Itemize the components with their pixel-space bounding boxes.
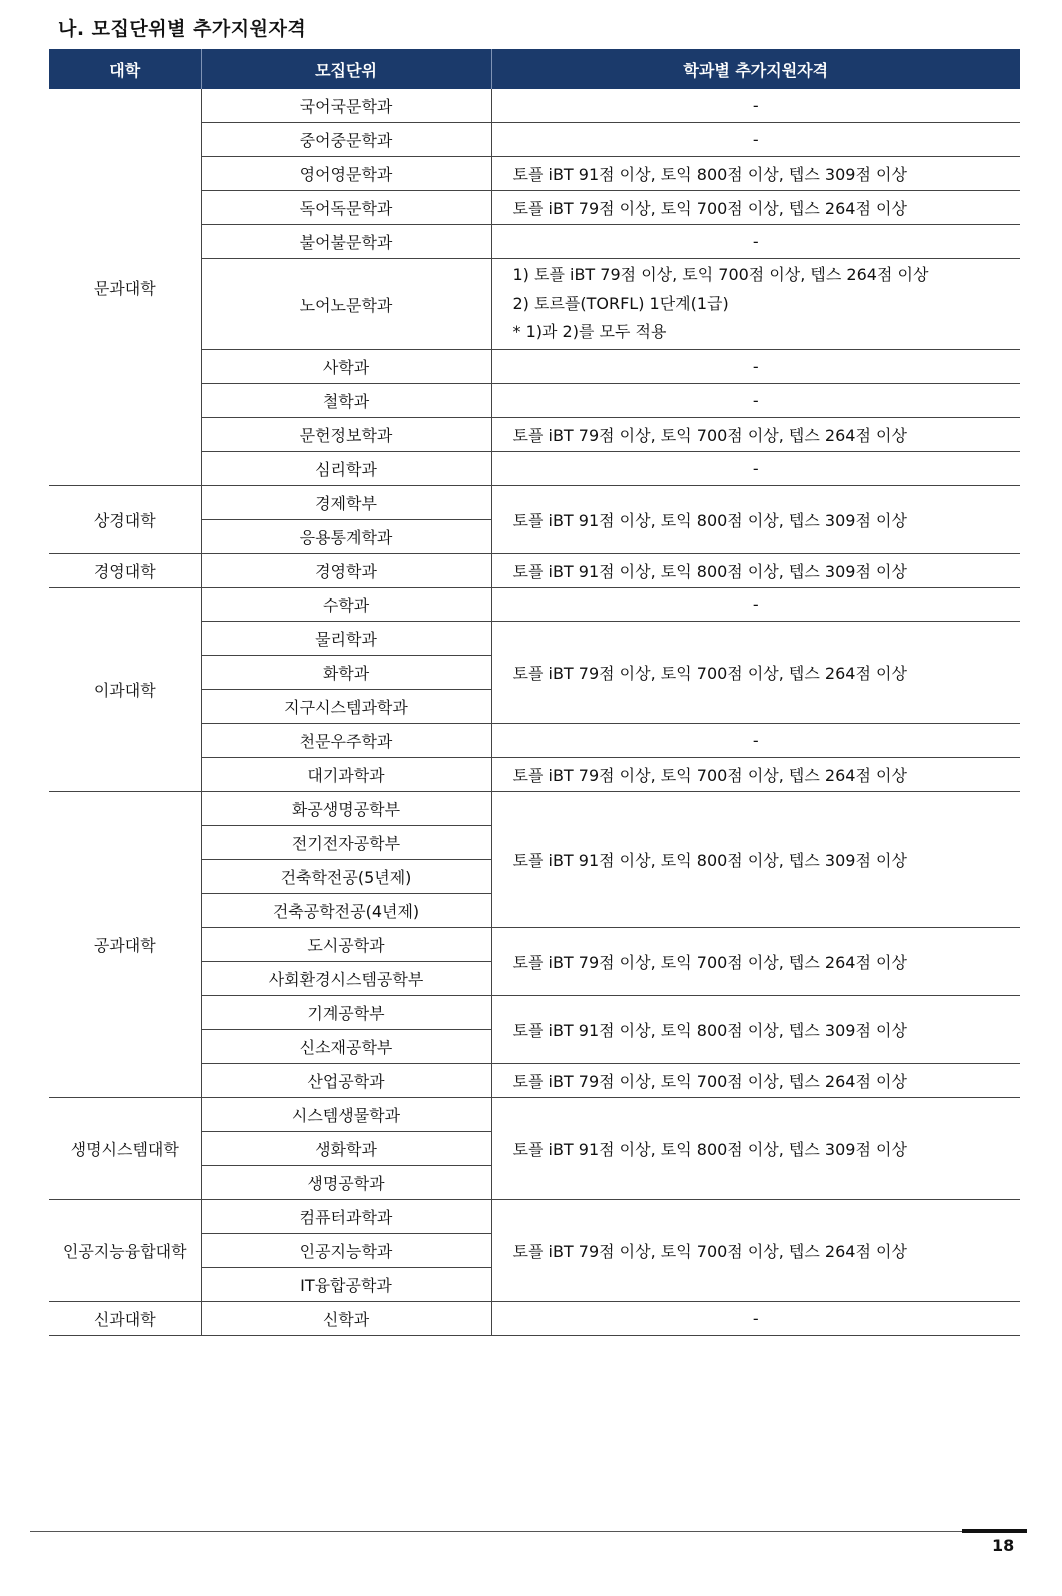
unit-cell: 독어독문학과 (201, 191, 491, 225)
qualification-cell (491, 259, 1020, 350)
unit-cell: 영어영문학과 (201, 157, 491, 191)
unit-cell: 건축공학전공(4년제) (201, 894, 491, 928)
qualification-line: 1) 토플 iBT 79점 이상, 토익 700점 이상, 텝스 264점 이상 (512, 265, 929, 285)
qualification-cell: 토플 iBT 79점 이상, 토익 700점 이상, 텝스 264점 이상 (491, 758, 1020, 792)
unit-cell: 화학과 (201, 656, 491, 690)
unit-cell: 수학과 (201, 588, 491, 622)
unit-cell: 응용통계학과 (201, 520, 491, 554)
qualification-cell: - (491, 588, 1020, 622)
header-qualification: 학과별 추가지원자격 (491, 49, 1020, 89)
unit-cell: 경영학과 (201, 554, 491, 588)
table-header-row (49, 49, 1020, 89)
unit-cell: 시스템생물학과 (201, 1098, 491, 1132)
unit-cell: 문헌정보학과 (201, 418, 491, 452)
table-body (49, 89, 1020, 1336)
qualification-line: * 1)과 2)를 모두 적용 (512, 322, 667, 342)
qualification-cell: 토플 iBT 79점 이상, 토익 700점 이상, 텝스 264점 이상 (491, 418, 1020, 452)
footer-accent-bar (962, 1529, 1027, 1533)
unit-cell: 불어불문학과 (201, 225, 491, 259)
unit-cell: 지구시스템과학과 (201, 690, 491, 724)
unit-cell: 신학과 (201, 1302, 491, 1336)
unit-cell: 신소재공학부 (201, 1030, 491, 1064)
qualification-cell: 토플 iBT 91점 이상, 토익 800점 이상, 텝스 309점 이상 (491, 1098, 1020, 1200)
table-row (49, 554, 1020, 588)
qualification-cell: - (491, 452, 1020, 486)
unit-cell: 생화학과 (201, 1132, 491, 1166)
qualification-cell: - (491, 1302, 1020, 1336)
table-row (49, 1200, 1020, 1234)
unit-cell: 산업공학과 (201, 1064, 491, 1098)
unit-cell: 컴퓨터과학과 (201, 1200, 491, 1234)
qualification-cell: 토플 iBT 91점 이상, 토익 800점 이상, 텝스 309점 이상 (491, 157, 1020, 191)
unit-cell: 노어노문학과 (201, 259, 491, 350)
footer-divider (30, 1531, 1027, 1532)
qualification-cell: 토플 iBT 79점 이상, 토익 700점 이상, 텝스 264점 이상 (491, 622, 1020, 724)
section-title: 나. 모집단위별 추가지원자격 (58, 18, 307, 40)
qualification-cell: 토플 iBT 79점 이상, 토익 700점 이상, 텝스 264점 이상 (491, 191, 1020, 225)
table-row (49, 588, 1020, 622)
unit-cell: 대기과학과 (201, 758, 491, 792)
page-number: 18 (992, 1536, 1015, 1555)
table-row (49, 792, 1020, 826)
unit-cell: 천문우주학과 (201, 724, 491, 758)
unit-cell: 전기전자공학부 (201, 826, 491, 860)
table-row (49, 1098, 1020, 1132)
unit-cell: 기계공학부 (201, 996, 491, 1030)
qualification-cell: 토플 iBT 91점 이상, 토익 800점 이상, 텝스 309점 이상 (491, 996, 1020, 1064)
qualification-cell: - (491, 724, 1020, 758)
qualification-line: 2) 토르플(TORFL) 1단계(1급) (512, 293, 729, 313)
qualification-cell: 토플 iBT 91점 이상, 토익 800점 이상, 텝스 309점 이상 (491, 486, 1020, 554)
qualification-cell: - (491, 225, 1020, 259)
unit-cell: 국어국문학과 (201, 89, 491, 123)
table-row (49, 486, 1020, 520)
header-unit: 모집단위 (201, 49, 491, 89)
unit-cell: 경제학부 (201, 486, 491, 520)
table-row (49, 89, 1020, 123)
table-row (49, 1302, 1020, 1336)
college-cell: 생명시스템대학 (49, 1098, 201, 1200)
unit-cell: 도시공학과 (201, 928, 491, 962)
unit-cell: 중어중문학과 (201, 123, 491, 157)
unit-cell: 사학과 (201, 350, 491, 384)
college-cell: 경영대학 (49, 554, 201, 588)
college-cell: 인공지능융합대학 (49, 1200, 201, 1302)
qualification-cell: 토플 iBT 79점 이상, 토익 700점 이상, 텝스 264점 이상 (491, 1064, 1020, 1098)
unit-cell: 화공생명공학부 (201, 792, 491, 826)
qualification-cell: - (491, 384, 1020, 418)
college-cell: 문과대학 (49, 89, 201, 486)
college-cell: 이과대학 (49, 588, 201, 792)
unit-cell: 심리학과 (201, 452, 491, 486)
unit-cell: 사회환경시스템공학부 (201, 962, 491, 996)
unit-cell: 생명공학과 (201, 1166, 491, 1200)
qualification-cell: 토플 iBT 79점 이상, 토익 700점 이상, 텝스 264점 이상 (491, 928, 1020, 996)
qualification-cell: - (491, 123, 1020, 157)
qualification-cell: - (491, 89, 1020, 123)
qualification-cell: 토플 iBT 79점 이상, 토익 700점 이상, 텝스 264점 이상 (491, 1200, 1020, 1302)
unit-cell: IT융합공학과 (201, 1268, 491, 1302)
qualification-cell: 토플 iBT 91점 이상, 토익 800점 이상, 텝스 309점 이상 (491, 792, 1020, 928)
unit-cell: 철학과 (201, 384, 491, 418)
qualification-cell: 토플 iBT 91점 이상, 토익 800점 이상, 텝스 309점 이상 (491, 554, 1020, 588)
college-cell: 신과대학 (49, 1302, 201, 1336)
header-college: 대학 (49, 49, 201, 89)
unit-cell: 인공지능학과 (201, 1234, 491, 1268)
college-cell: 상경대학 (49, 486, 201, 554)
unit-cell: 물리학과 (201, 622, 491, 656)
qualification-table (49, 49, 1020, 1336)
unit-cell: 건축학전공(5년제) (201, 860, 491, 894)
qualification-cell: - (491, 350, 1020, 384)
college-cell: 공과대학 (49, 792, 201, 1098)
